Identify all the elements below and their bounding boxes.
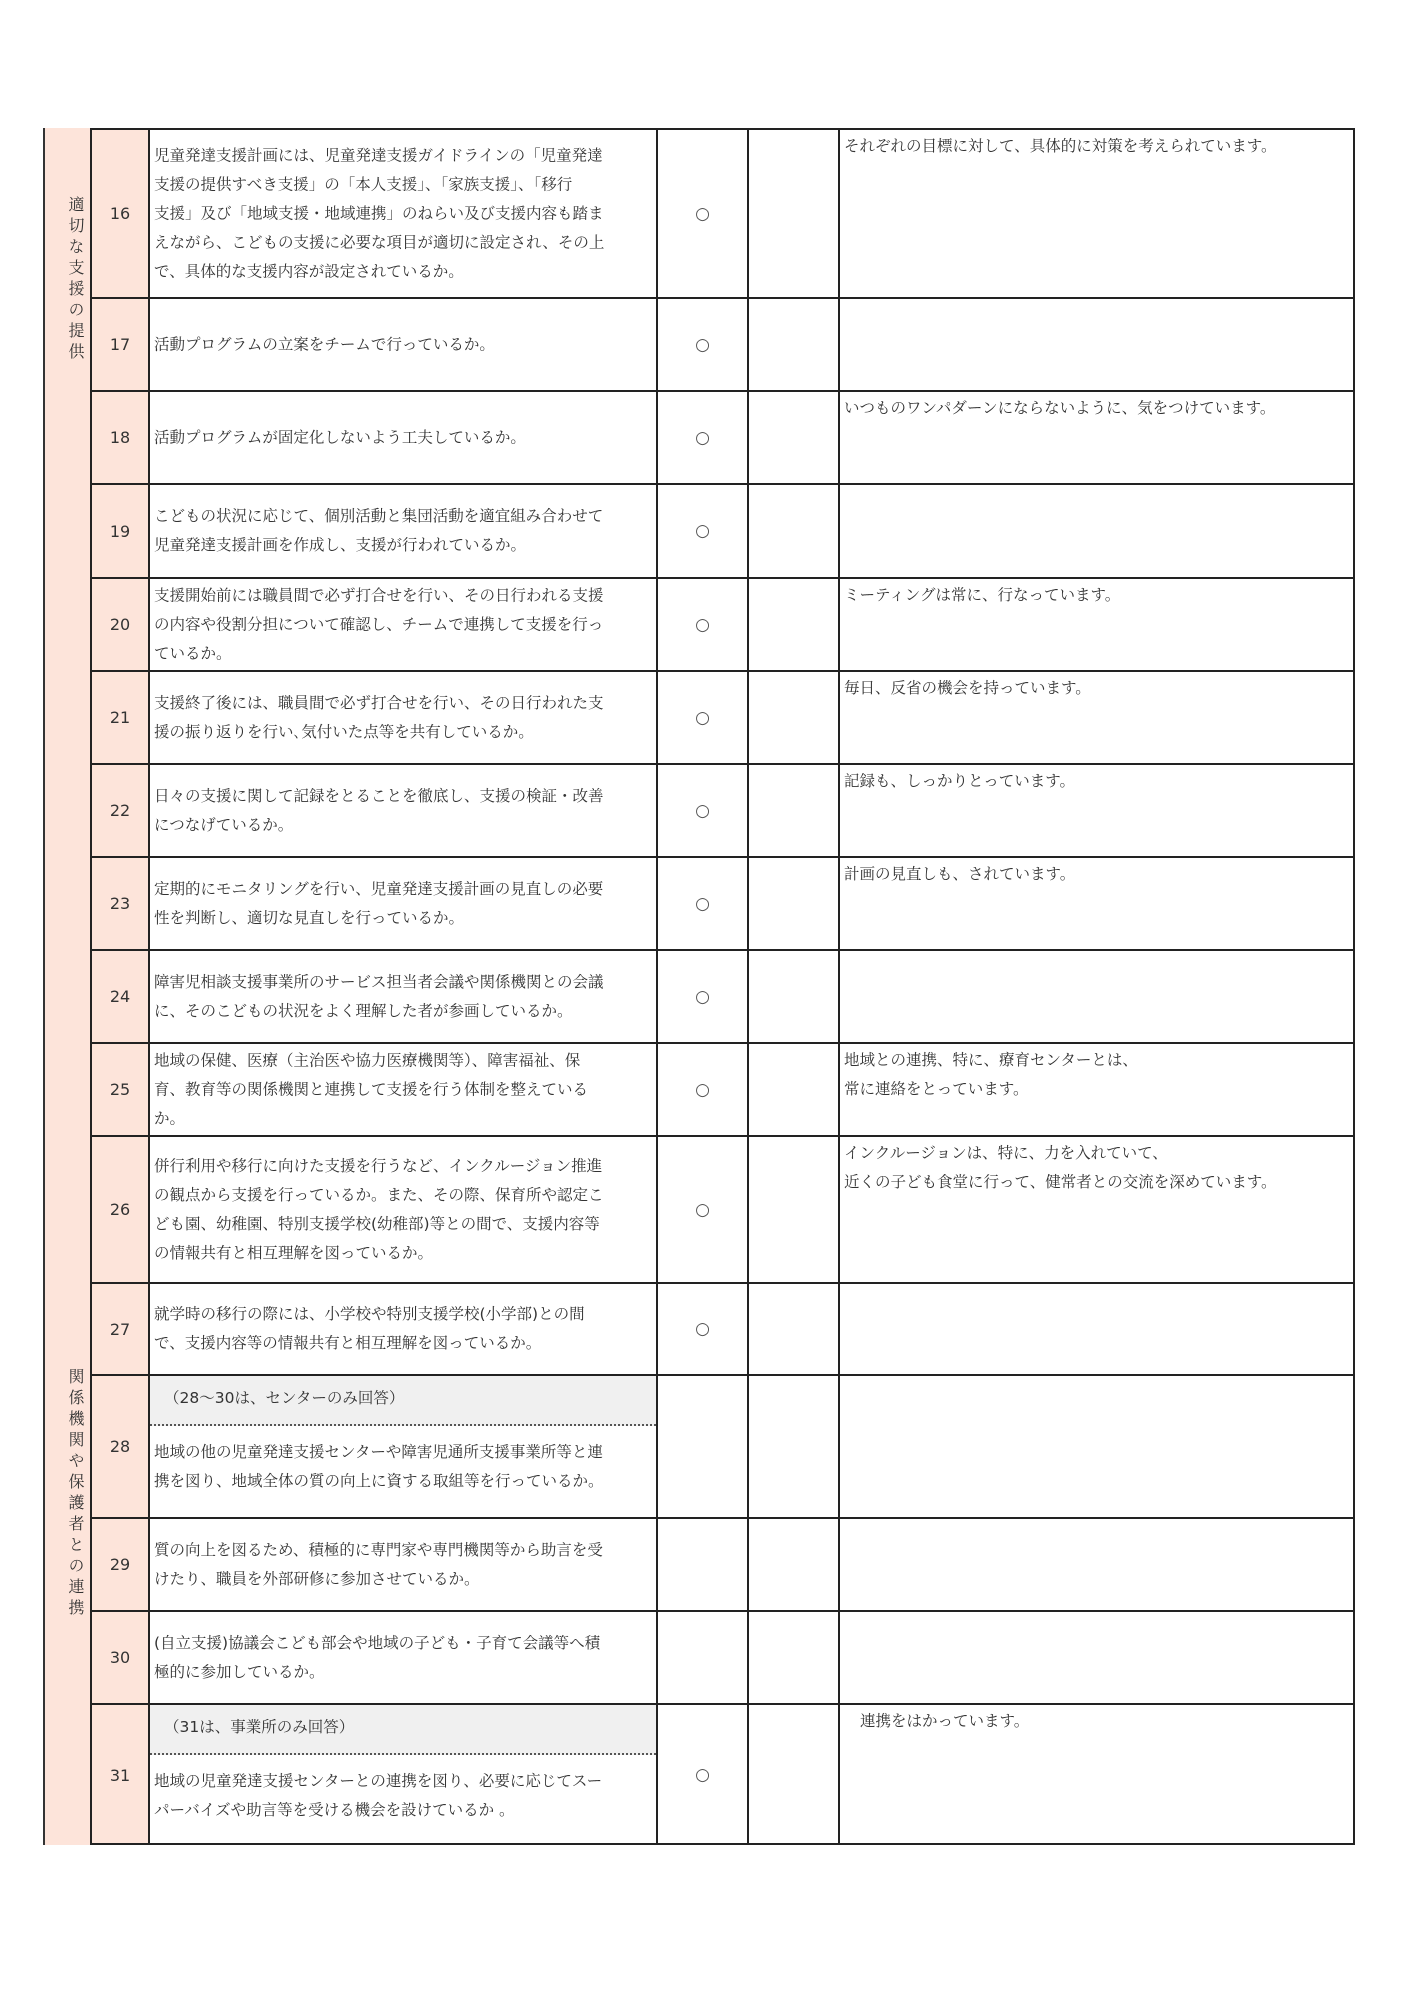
question-cell <box>148 483 656 577</box>
question-cell <box>148 1135 656 1282</box>
circle-mark: ○ <box>695 614 710 635</box>
question-cell <box>148 1374 656 1517</box>
table-row <box>90 128 1355 297</box>
answer-blank-cell[interactable] <box>747 1374 838 1517</box>
table-row <box>90 1610 1355 1703</box>
answer-blank-cell[interactable] <box>747 1703 838 1845</box>
answer-mark-cell[interactable] <box>656 483 747 577</box>
circle-mark: ○ <box>695 800 710 821</box>
answer-mark-cell[interactable] <box>656 128 747 297</box>
answer-mark-cell[interactable] <box>656 763 747 856</box>
answer-mark-cell[interactable] <box>656 1610 747 1703</box>
answer-mark-cell[interactable] <box>656 297 747 390</box>
question-text: 質の向上を図るため、積極的に専門家や専門機関等から助言を受 けたり、職員を外部研修に参加させているか。 <box>154 1540 603 1588</box>
circle-mark: ○ <box>695 986 710 1007</box>
table-row <box>90 1042 1355 1135</box>
item-number: 25 <box>90 1042 148 1135</box>
question-text: 地域の他の児童発達支援センターや障害児通所支援事業所等と連 携を図り、地域全体の質の向上に資する取組等を行っているか。 <box>154 1443 604 1490</box>
answer-scope-note-text: （28～30は、センターのみ回答） <box>164 1389 405 1407</box>
comment-cell[interactable] <box>838 670 1355 763</box>
question-cell <box>148 1703 656 1845</box>
item-number: 18 <box>90 390 148 483</box>
question-cell <box>148 297 656 390</box>
comment-cell[interactable] <box>838 390 1355 483</box>
question-cell <box>148 577 656 670</box>
answer-mark-cell[interactable] <box>656 1135 747 1282</box>
answer-mark-cell[interactable] <box>656 1042 747 1135</box>
comment-cell[interactable] <box>838 1135 1355 1282</box>
item-number: 29 <box>90 1517 148 1610</box>
question-text: 活動プログラムの立案をチームで行っているか。 <box>154 335 495 353</box>
answer-mark-cell[interactable] <box>656 949 747 1042</box>
item-number: 26 <box>90 1135 148 1282</box>
table-bottom-border <box>90 1843 1355 1845</box>
answer-scope-note-text: （31は、事業所のみ回答） <box>164 1718 355 1736</box>
question-text: 就学時の移行の際には、小学校や特別支援学校(小学部)との間 で、支援内容等の情報共有と相互理解を図っているか。 <box>154 1305 585 1352</box>
comment-cell[interactable] <box>838 128 1355 297</box>
comment-text: 連携をはかっています。 <box>860 1712 1030 1730</box>
question-text: (自立支援)協議会こども部会や地域の子ども・子育て会議等へ積 極的に参加しているか。 <box>154 1633 601 1681</box>
table-row <box>90 1517 1355 1610</box>
question-text: 定期的にモニタリングを行い、児童発達支援計画の見直しの必要 性を判断し、適切な見直しを行っているか。 <box>154 879 604 927</box>
item-number: 31 <box>90 1703 148 1845</box>
answer-blank-cell[interactable] <box>747 297 838 390</box>
item-number: 22 <box>90 763 148 856</box>
question-cell <box>148 670 656 763</box>
circle-mark: ○ <box>695 707 710 728</box>
question-text: 活動プログラムが固定化しないよう工夫しているか。 <box>154 428 526 446</box>
answer-scope-note <box>150 1705 656 1755</box>
answer-blank-cell[interactable] <box>747 1282 838 1374</box>
answer-blank-cell[interactable] <box>747 1517 838 1610</box>
answer-blank-cell[interactable] <box>747 128 838 297</box>
question-cell <box>148 1042 656 1135</box>
answer-mark-cell[interactable] <box>656 577 747 670</box>
question-cell <box>148 949 656 1042</box>
circle-mark: ○ <box>695 203 710 224</box>
answer-mark-cell[interactable] <box>656 1374 747 1517</box>
question-text: 日々の支援に関して記録をとることを徹底し、支援の検証・改善 につなげているか。 <box>154 786 604 834</box>
category-cell-support-provision <box>43 128 90 949</box>
comment-cell[interactable] <box>838 1517 1355 1610</box>
item-number: 28 <box>90 1374 148 1517</box>
comment-cell[interactable] <box>838 1610 1355 1703</box>
comment-text: ミーティングは常に、行なっています。 <box>844 586 1121 604</box>
question-text: 支援終了後には、職員間で必ず打合せを行い、その日行われた支 援の振り返りを行い､気付いた点等を共有しているか。 <box>154 693 604 741</box>
question-text: こどもの状況に応じて、個別活動と集団活動を適宜組み合わせて 児童発達支援計画を作成し、支援が行われているか。 <box>154 507 604 554</box>
table-row <box>90 1135 1355 1282</box>
answer-blank-cell[interactable] <box>747 1135 838 1282</box>
item-number: 23 <box>90 856 148 949</box>
answer-blank-cell[interactable] <box>747 949 838 1042</box>
item-number: 30 <box>90 1610 148 1703</box>
circle-mark: ○ <box>695 334 710 355</box>
table-row <box>90 577 1355 670</box>
question-cell <box>148 1517 656 1610</box>
answer-mark-cell[interactable] <box>656 390 747 483</box>
item-number: 21 <box>90 670 148 763</box>
comment-cell[interactable] <box>838 1703 1355 1845</box>
table-row <box>90 763 1355 856</box>
item-number: 16 <box>90 128 148 297</box>
question-text: 併行利用や移行に向けた支援を行うなど、インクルージョン推進 の観点から支援を行っているか。また、その際、保育所や認定こ ども園、幼稚園、特別支援学校(幼稚部)等との間で、支援内容等 の情報共有と相互理解を図っているか。 <box>154 1156 604 1262</box>
answer-mark-cell[interactable] <box>656 670 747 763</box>
comment-cell[interactable] <box>838 949 1355 1042</box>
table-row <box>90 390 1355 483</box>
comment-text: 計画の見直しも、されています。 <box>844 865 1076 883</box>
comment-text: それぞれの目標に対して、具体的に対策を考えられています。 <box>844 137 1277 155</box>
comment-cell[interactable] <box>838 577 1355 670</box>
table-row <box>90 1282 1355 1374</box>
comment-text: いつものワンパダーンにならないように、気をつけています。 <box>844 399 1276 417</box>
item-number: 24 <box>90 949 148 1042</box>
circle-mark: ○ <box>695 521 710 541</box>
answer-scope-note <box>150 1376 656 1426</box>
item-number: 17 <box>90 297 148 390</box>
comment-text: 記録も、しっかりとっています。 <box>844 772 1075 790</box>
circle-mark: ○ <box>695 1079 710 1100</box>
comment-cell[interactable] <box>838 1042 1355 1135</box>
question-cell <box>148 1610 656 1703</box>
question-cell <box>148 856 656 949</box>
item-number: 27 <box>90 1282 148 1374</box>
category-cell-collaboration <box>43 949 90 1845</box>
answer-blank-cell[interactable] <box>747 390 838 483</box>
table-row <box>90 670 1355 763</box>
category-label: 適切な支援の提供 <box>66 196 85 364</box>
answer-blank-cell[interactable] <box>747 1610 838 1703</box>
answer-mark-cell[interactable] <box>656 1703 747 1845</box>
question-text: 地域の児童発達支援センターとの連携を図り、必要に応じてスー パーバイズや助言等を受ける機会を設けているか 。 <box>154 1772 603 1819</box>
question-cell <box>148 128 656 297</box>
comment-text: 毎日、反省の機会を持っています。 <box>844 679 1091 697</box>
category-label: 関係機関や保護者との連携 <box>66 1368 85 1620</box>
table-row <box>90 1703 1355 1845</box>
question-cell <box>148 390 656 483</box>
circle-mark: ○ <box>695 1765 710 1785</box>
circle-mark: ○ <box>695 427 710 448</box>
question-text: 支援開始前には職員間で必ず打合せを行い、その日行われる支援 の内容や役割分担について確認し、チームで連携して支援を行っ ているか。 <box>154 586 604 662</box>
item-number: 19 <box>90 483 148 577</box>
comment-cell[interactable] <box>838 297 1355 390</box>
question-text: 障害児相談支援事業所のサービス担当者会議や関係機関との会議 に、そのこどもの状況をよく理解した者が参画しているか。 <box>154 972 604 1020</box>
circle-mark: ○ <box>695 1199 710 1220</box>
item-number: 20 <box>90 577 148 670</box>
question-cell <box>148 763 656 856</box>
answer-blank-cell[interactable] <box>747 577 838 670</box>
comment-cell[interactable] <box>838 483 1355 577</box>
comment-text: 地域との連携、特に、療育センターとは、 常に連絡をとっています。 <box>844 1051 1138 1098</box>
comment-cell[interactable] <box>838 856 1355 949</box>
comment-cell[interactable] <box>838 1282 1355 1374</box>
table-row <box>90 1374 1355 1517</box>
answer-mark-cell[interactable] <box>656 1517 747 1610</box>
answer-mark-cell[interactable] <box>656 856 747 949</box>
comment-cell[interactable] <box>838 763 1355 856</box>
question-text: 児童発達支援計画には、児童発達支援ガイドラインの「児童発達 支援の提供すべき支援」の「本人支援」、「家族支援」、「移行 支援」及び「地域支援・地域連携」のねらい及び支援内容も踏ま えながら、こどもの支援に必要な項目が適切に設定され、その上 で、具体的な支援内容が設定されているか。 <box>154 146 605 280</box>
comment-cell[interactable] <box>838 1374 1355 1517</box>
table-row <box>90 483 1355 577</box>
comment-text: インクルージョンは、特に、力を入れていて、 近くの子ども食堂に行って、健常者との交流を深めています。 <box>844 1144 1277 1191</box>
question-text: 地域の保健、医療（主治医や協力医療機関等）、障害福祉、保 育、教育等の関係機関と連携して支援を行う体制を整えている か。 <box>154 1051 589 1127</box>
answer-blank-cell[interactable] <box>747 483 838 577</box>
question-cell <box>148 1282 656 1374</box>
answer-blank-cell[interactable] <box>747 1042 838 1135</box>
circle-mark: ○ <box>695 893 710 914</box>
answer-mark-cell[interactable] <box>656 1282 747 1374</box>
answer-blank-cell[interactable] <box>747 856 838 949</box>
circle-mark: ○ <box>695 1319 710 1339</box>
answer-blank-cell[interactable] <box>747 670 838 763</box>
answer-blank-cell[interactable] <box>747 763 838 856</box>
table-row <box>90 949 1355 1042</box>
table-row <box>90 856 1355 949</box>
table-row <box>90 297 1355 390</box>
